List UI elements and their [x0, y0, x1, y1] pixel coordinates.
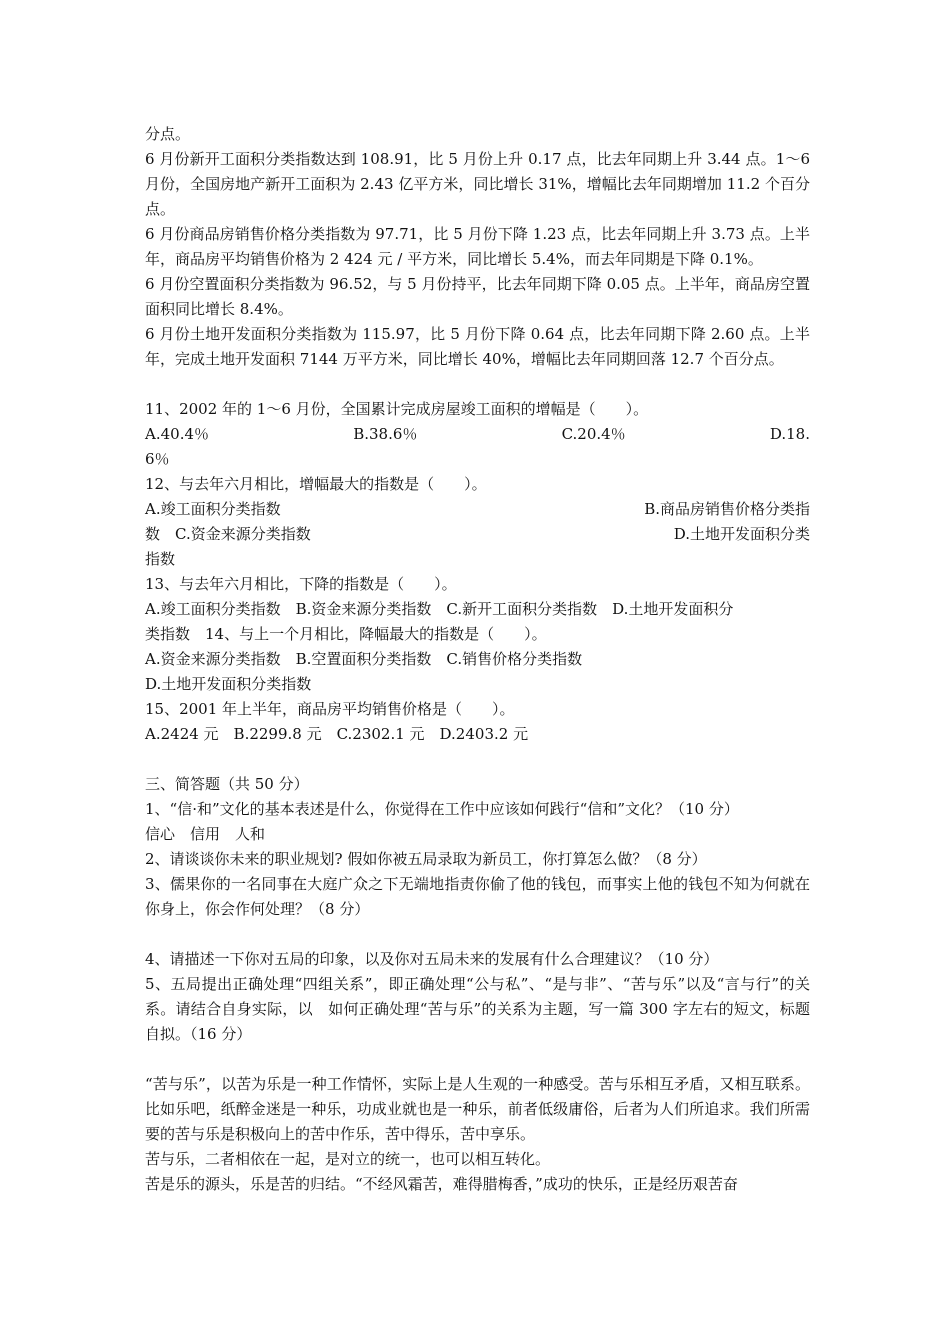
option-a: A.竣工面积分类指数 — [145, 500, 281, 518]
document-page — [145, 122, 810, 1197]
section-title: 三、简答题（共 50 分） — [145, 775, 309, 793]
question-12-options-row2 — [145, 522, 810, 547]
question-14-options: A.资金来源分类指数 B.空置面积分类指数 C.销售价格分类指数 — [145, 650, 583, 668]
option-b: B.商品房销售价格分类指 — [644, 500, 810, 518]
question-13-options: A.竣工面积分类指数 B.资金来源分类指数 C.新开工面积分类指数 D.土地开发面积分 — [145, 600, 734, 618]
question-15-options: A.2424 元 B.2299.8 元 C.2302.1 元 D.2403.2 元 — [145, 725, 529, 743]
option-a: A.40.4％ — [145, 425, 209, 443]
essay-paragraph: “苦与乐”，以苦为乐是一种工作情怀，实际上是人生观的一种感受。苦与乐相互矛盾，又相互联系。比如乐吧，纸醉金迷是一种乐，功成业就也是一种乐，前者低级庸俗，后者为人们所追求。我们所需要的苦与乐是积极向上的苦中作乐，苦中得乐，苦中享乐。 — [145, 1075, 810, 1143]
question-12-options-row1 — [145, 497, 810, 522]
option-d-continued: 指数 — [145, 550, 176, 568]
question-13-options-continued: 类指数 14、与上一个月相比，降幅最大的指数是（ ）。 — [145, 625, 547, 643]
short-answer-4: 4、请描述一下你对五局的印象，以及你对五局未来的发展有什么合理建议？（10 分） — [145, 950, 719, 968]
option-d: D.18. — [769, 425, 810, 443]
intro-paragraph: 6 月份空置面积分类指数为 96.52，与 5 月份持平，比去年同期下降 0.05 点。上半年，商品房空置面积同比增长 8.4%。 — [145, 275, 810, 318]
intro-paragraph: 6 月份新开工面积分类指数达到 108.91，比 5 月份上升 0.17 点，比去年同期上升 3.44 点。1～6 月份，全国房地产新开工面积为 2.43 亿平方米，同比增长 31%，增幅比去年同期增加 11.2 个百分点。 — [145, 150, 810, 218]
question-14-options-continued: D.土地开发面积分类指数 — [145, 675, 312, 693]
question-12-stem: 12、与去年六月相比，增幅最大的指数是（ ）。 — [145, 475, 487, 493]
question-15-stem: 15、2001 年上半年，商品房平均销售价格是（ ）。 — [145, 700, 515, 718]
option-d: D.土地开发面积分类 — [673, 525, 810, 543]
option-c: C.20.4％ — [561, 425, 626, 443]
question-11-options — [145, 422, 810, 447]
spacer — [145, 747, 810, 772]
essay-paragraph: 苦是乐的源头，乐是苦的归结。“不经风霜苦，难得腊梅香，”成功的快乐，正是经历艰苦奋 — [145, 1175, 738, 1193]
short-answer-1-note: 信心 信用 人和 — [145, 825, 266, 843]
question-13-stem: 13、与去年六月相比，下降的指数是（ ）。 — [145, 575, 457, 593]
option-c: 数 C.资金来源分类指数 — [145, 525, 311, 543]
spacer — [145, 922, 810, 947]
short-answer-3: 3、儒果你的一名同事在大庭广众之下无端地指责你偷了他的钱包，而事实上他的钱包不知为何就在你身上，你会作何处理？（8 分） — [145, 875, 810, 918]
short-answer-1: 1、“信·和”文化的基本表述是什么，你觉得在工作中应该如何践行“信和”文化？（10 分） — [145, 800, 739, 818]
essay-paragraph: 苦与乐，二者相依在一起，是对立的统一，也可以相互转化。 — [145, 1150, 551, 1168]
short-answer-2: 2、请谈谈你未来的职业规划? 假如你被五局录取为新员工，你打算怎么做？（8 分） — [145, 850, 707, 868]
question-11-stem: 11、2002 年的 1～6 月份，全国累计完成房屋竣工面积的增幅是（ ）。 — [145, 400, 649, 418]
spacer — [145, 1047, 810, 1072]
option-d-continued: 6％ — [145, 450, 170, 468]
intro-paragraph: 6 月份商品房销售价格分类指数为 97.71，比 5 月份下降 1.23 点，比去年同期上升 3.73 点。上半年，商品房平均销售价格为 2 424 元 / 平方米，同比增长 5.4%，而去年同期是下降 0.1%。 — [145, 225, 810, 268]
short-answer-5: 5、五局提出正确处理“四组关系”，即正确处理“公与私”、“是与非”、“苦与乐”以及“言与行”的关系。请结合自身实际，以 如何正确处理“苦与乐”的关系为主题，写一篇 300 字左右的短文，标题自拟。（16 分） — [145, 975, 810, 1043]
intro-paragraph: 分点。 — [145, 125, 191, 143]
intro-paragraph: 6 月份土地开发面积分类指数为 115.97，比 5 月份下降 0.64 点，比去年同期下降 2.60 点。上半年，完成土地开发面积 7144 万平方米，同比增长 40%，增幅比去年同期回落 12.7 个百分点。 — [145, 325, 810, 368]
spacer — [145, 372, 810, 397]
option-b: B.38.6％ — [353, 425, 418, 443]
